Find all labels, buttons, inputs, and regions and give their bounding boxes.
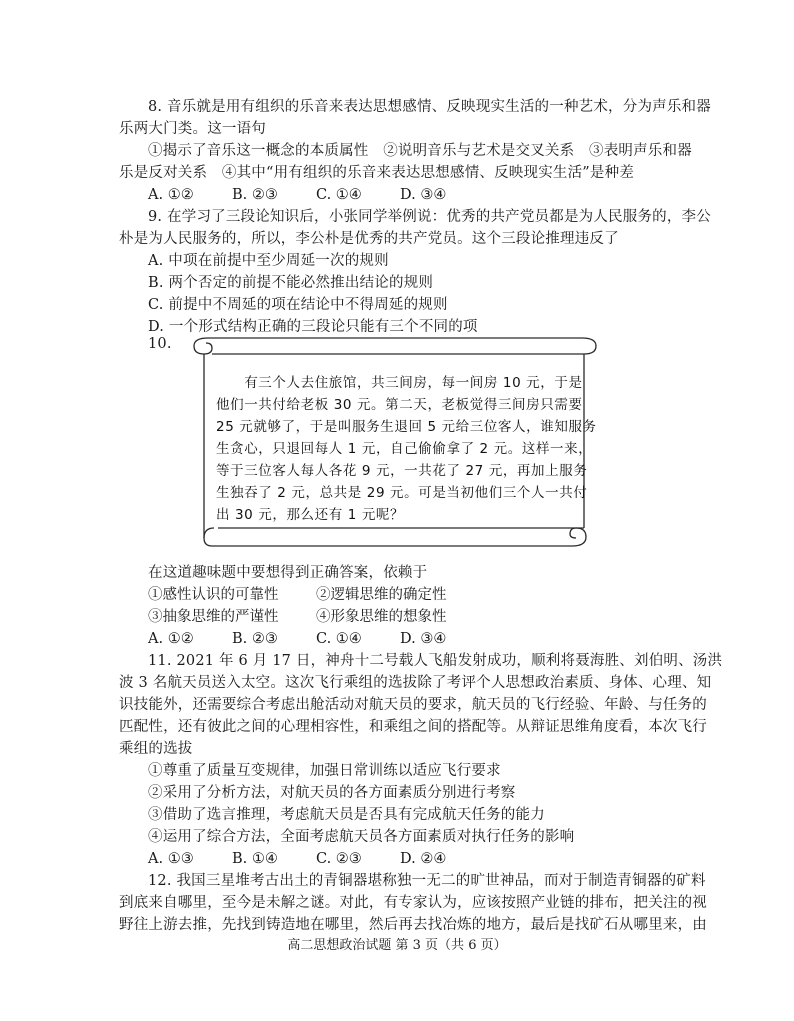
q11-item-1: ①尊重了质量互变规律，加强日常训练以适应飞行要求 [148, 763, 501, 779]
q9-option-d: D. 一个形式结构正确的三段论只能有三个不同的项 [148, 319, 478, 335]
story-line-3: 25 元就够了，于是叫服务生退回 5 元给三位客人，谁知服务 [216, 419, 597, 435]
story-line-1: 有三个人去住旅馆，共三间房，每一间房 10 元，于是 [216, 375, 583, 391]
q11-options [148, 848, 446, 870]
q11-option-d: D. ②④ [400, 851, 447, 867]
q8-line-1: 8. 音乐就是用有组织的乐音来表达思想感情、反映现实生活的一种艺术，分为声乐和器 [148, 99, 711, 115]
q11-option-b: B. ①④ [232, 851, 278, 867]
q9-option-c: C. 前提中不周延的项在结论中不得周延的规则 [148, 297, 448, 313]
q11-option-a: A. ①③ [148, 851, 194, 867]
q10-option-a: A. ①② [148, 631, 194, 647]
q10-items-row-1 [148, 584, 447, 606]
q8-option-c: C. ①④ [316, 187, 362, 203]
q8-options [148, 184, 446, 206]
q11-option-c: C. ②③ [316, 851, 362, 867]
q9-option-a: A. 中项在前提中至少周延一次的规则 [148, 253, 389, 269]
story-line-4: 生贪心，只退回每人 1 元，自己偷偷拿了 2 元。这样一来， [216, 441, 593, 457]
q10-options [148, 628, 446, 650]
q11-item-4: ④运用了综合方法，全面考虑航天员各方面素质对执行任务的影响 [148, 829, 575, 845]
q10-scroll-box [186, 330, 602, 548]
q11-line-2: 波 3 名航天员送入太空。这次飞行乘组的选拔除了考评个人思想政治素质、身体、心理、知 [119, 675, 712, 691]
q11-item-3: ③借助了选言推理，考虑航天员是否具有完成航天任务的能力 [148, 807, 545, 823]
q11-line-4: 匹配性，还有彼此之间的心理相容性，和乘组之间的搭配等。从辩证思维角度看，本次飞行 [119, 719, 707, 735]
q12-line-2: 到底来自哪里，至今是未解之谜。对此，有专家认为，应该按照产业链的排布，把关注的视 [119, 895, 707, 911]
q10-item-3: ③抽象思维的严谨性 [148, 609, 279, 625]
q11-line-1: 11. 2021 年 6 月 17 日，神舟十二号载人飞船发射成功，顺利将聂海胜、刘伯明、汤洪 [148, 653, 723, 669]
q9-line-2: 朴是为人民服务的，所以，李公朴是优秀的共产党员。这个三段论推理违反了 [119, 231, 619, 247]
q12-line-3: 野往上游去推，先找到铸造地在哪里，然后再去找冶炼的地方，最后是找矿石从哪里来，由 [119, 917, 707, 933]
story-line-5: 等于三位客人每人各花 9 元，一共花了 27 元，再加上服务 [216, 463, 588, 479]
q9-line-1: 9. 在学习了三段论知识后，小张同学举例说：优秀的共产党员都是为人民服务的，李公 [148, 209, 711, 225]
q8-option-d: D. ③④ [400, 187, 447, 203]
q10-option-d: D. ③④ [400, 631, 447, 647]
q10-item-4: ④形象思维的想象性 [316, 609, 447, 625]
q8-option-a: A. ①② [148, 187, 194, 203]
q12-line-1: 12. 我国三星堆考古出土的青铜器堪称独一无二的旷世神品，而对于制造青铜器的矿料 [148, 873, 706, 889]
q10-option-c: C. ①④ [316, 631, 362, 647]
q11-line-5: 乘组的选拔 [119, 741, 193, 757]
q8-option-b: B. ②③ [232, 187, 278, 203]
q8-line-4: 乐是反对关系 ④其中“用有组织的乐音来表达思想感情、反映现实生活”是种差 [119, 165, 635, 181]
q8-line-3: ①揭示了音乐这一概念的本质属性 ②说明音乐与艺术是交叉关系 ③表明声乐和器 [148, 143, 692, 159]
story-line-2: 他们一共付给老板 30 元。第二天，老板觉得三间房只需要 [216, 397, 583, 413]
q8-line-2: 乐两大门类。这一语句 [119, 121, 266, 137]
q10-item-1: ①感性认识的可靠性 [148, 587, 279, 603]
q11-line-3: 识技能外，还需要综合考虑出舱活动对航天员的要求，航天员的飞行经验、年龄、与任务的 [119, 697, 707, 713]
q10-items-row-2 [148, 606, 447, 628]
q10-number: 10. [148, 336, 172, 352]
q10-item-2: ②逻辑思维的确定性 [316, 587, 447, 603]
page-footer: 高二思想政治试题 第 3 页（共 6 页） [287, 938, 507, 953]
q9-option-b: B. 两个否定的前提不能必然推出结论的规则 [148, 275, 434, 291]
q10-option-b: B. ②③ [232, 631, 278, 647]
q11-item-2: ②采用了分析方法，对航天员的各方面素质分别进行考察 [148, 785, 516, 801]
story-line-7: 出 30 元，那么还有 1 元呢？ [216, 507, 405, 523]
story-line-6: 生独吞了 2 元，总共是 29 元。可是当初他们三个人一共付 [216, 485, 588, 501]
q10-question: 在这道趣味题中要想得到正确答案，依赖于 [148, 565, 428, 581]
